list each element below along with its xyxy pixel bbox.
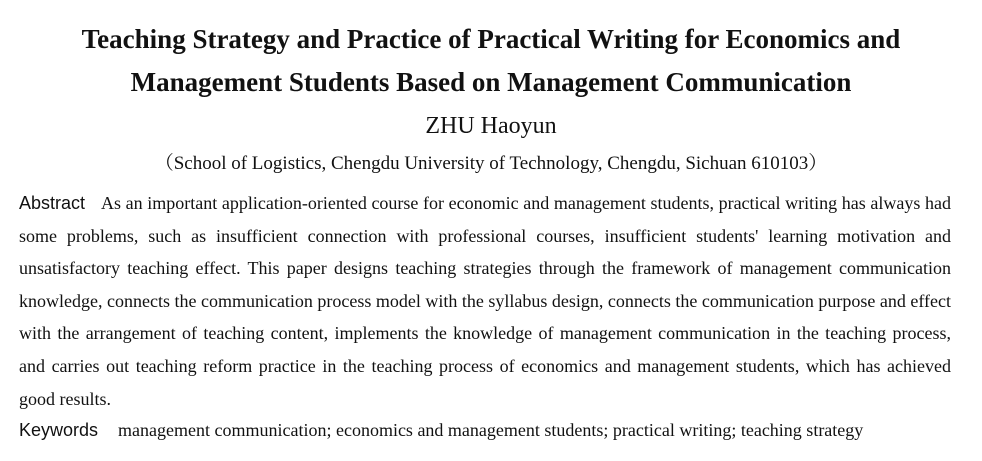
abstract-label: Abstract (19, 193, 86, 213)
author-name: ZHU Haoyun (425, 113, 557, 139)
abstract-text: As an important application-oriented course for economic and management students, practical writing has always had some problems, such as insufficient connection with professional courses, insufficient students' learning motivation and unsatisfactory teaching effect. This paper designs teaching strategies through the framework of management communication knowledge, connects the communication process model with the syllabus design, connects the communication purpose and effect with the arrangement of teaching content, implements the knowledge of management communication in the teaching process, and carries out teaching reform practice in the teaching process of economics and management students, which has achieved good results. (19, 193, 951, 409)
keywords-line (19, 416, 959, 444)
author-affiliation: （School of Logistics, Chengdu University of Technology, Chengdu, Sichuan 610103） (154, 153, 828, 174)
paper-title: Teaching Strategy and Practice of Practical Writing for Economics and Management Students Based on Management Communication (81, 24, 901, 97)
keywords-text: management communication; economics and management students; practical writing; teaching strategy (118, 420, 864, 440)
abstract-paragraph (19, 187, 951, 415)
keywords-label: Keywords (19, 420, 99, 440)
